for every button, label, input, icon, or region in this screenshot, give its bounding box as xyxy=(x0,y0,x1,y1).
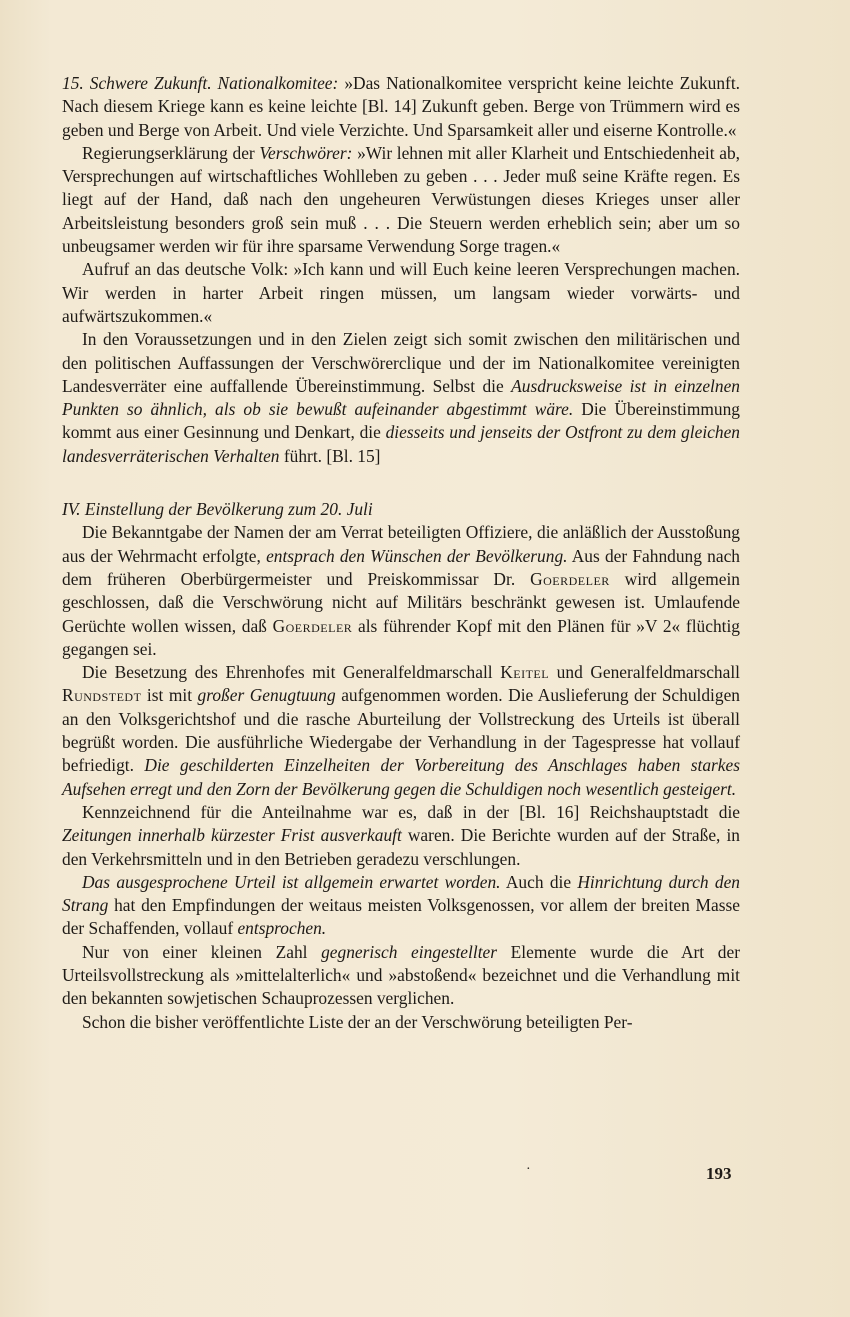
paragraph-urteil: Das ausgesprochene Urteil ist allgemein erwartet worden. Auch die Hinrichtung durch den Strang hat den Empfindungen der weitaus meisten Volksgenossen, vor allem der breiten Masse der Schaffenden, vollauf entsprochen. xyxy=(62,871,740,939)
paragraph-aufruf: Aufruf an das deutsche Volk: »Ich kann und will Euch keine leeren Versprechungen machen. Wir werden in harter Arbeit ringen müssen, um langsam wieder vorwärts- und aufwärtszukommen.« xyxy=(62,259,740,326)
body-text xyxy=(62,72,740,1034)
page-number: 193 xyxy=(706,1164,732,1183)
paragraph-15: 15. Schwere Zukunft. Nationalkomitee: »Das Nationalkomitee verspricht keine leichte Zukunft. Nach diesem Kriege kann es keine leichte [Bl. 14] Zukunft geben. Berge von Trümmern wird es geben und Berge von Arbeit. Und viele Verzichte. Und Sparsamkeit aller und eiserne Kontrolle.« xyxy=(62,73,741,140)
section-gap xyxy=(62,468,740,498)
section-heading: IV. Einstellung der Bevölkerung zum 20. Juli xyxy=(62,499,373,520)
section-lead: 15. Schwere Zukunft. Nationalkomitee: xyxy=(62,73,339,93)
paragraph-liste: Schon die bisher veröffentlichte Liste der an der Verschwörung beteiligten Per- xyxy=(82,1011,633,1032)
printer-dot: · xyxy=(526,1162,531,1177)
paragraph-regierungserklaerung: Regierungserklärung der Verschwörer: »Wir lehnen mit aller Klarheit und Entschiedenheit ab, Versprechungen auf wirtschaftliches Wohlleben zu geben . . . Jeder muß seine Kräfte regen. Es liegt auf der Hand, daß nach den ungeheuren Verwüstungen dieses Krieges unser aller Arbeitsleistung besonders groß sein muß . . . Die Steuern werden erheblich sein; aber um so unbeugsamer werden wir für ihre sparsame Verwendung Sorge tragen.« xyxy=(62,142,740,257)
paragraph-bekanntgabe: Die Bekanntgabe der Namen der am Verrat beteiligten Offiziere, die anläßlich der Ausstoßung aus der Wehrmacht erfolgte, entsprach den Wünschen der Bevölkerung. Aus der Fahndung nach dem früheren Oberbürgermeister und Preiskommissar Dr. Goerdeler wird allgemein geschlossen, daß die Verschwörung nicht auf Militärs beschränkt gewesen ist. Umlaufende Gerüchte wollen wissen, daß Goerdeler als führender Kopf mit den Plänen für »V 2« flüchtig gegangen sei. xyxy=(62,522,741,659)
paragraph-voraussetzungen: In den Voraussetzungen und in den Zielen zeigt sich somit zwischen den militärischen und den politischen Auffassungen der Verschwörerclique und der im Nationalkomitee vereinigten Landesverräter eine auffallende Übereinstimmung. Selbst die Ausdrucksweise ist in einzelnen Punkten so ähnlich, als ob sie bewußt aufeinander abgestimmt wäre. Die Übereinstimmung kommt aus einer Gesinnung und Denkart, die diesseits und jenseits der Ostfront zu dem gleichen landesverräterischen Verhalten führt. [Bl. 15] xyxy=(62,329,740,466)
paragraph-ehrenhof: Die Besetzung des Ehrenhofes mit Generalfeldmarschall Keitel und Generalfeldmarschall Rundstedt ist mit großer Genugtuung aufgenommen worden. Die Auslieferung der Schuldigen an den Volksgerichtshof und die rasche Aburteilung der Vollstreckung des Urteils ist überall begrüßt worden. Die ausführliche Wiedergabe der Verhandlung in der Tagespresse hat vollauf befriedigt. Die geschilderten Einzelheiten der Vorbereitung des Anschlages haben starkes Aufsehen erregt und den Zorn der Bevölkerung gegen die Schuldigen noch wesentlich gesteigert. xyxy=(62,662,741,799)
paragraph-kennzeichnend: Kennzeichnend für die Anteilnahme war es, daß in der [Bl. 16] Reichshauptstadt die Zeitungen innerhalb kürzester Frist ausverkauft waren. Die Berichte wurden auf der Straße, in den Verkehrsmitteln und in den Betrieben geradezu verschlungen. xyxy=(62,801,740,869)
paragraph-gegnerisch: Nur von einer kleinen Zahl gegnerisch eingestellter Elemente wurde die Art der Urteilsvollstreckung als »mittelalterlich« und »abstoßend« bezeichnet und die Verhandlung mit den bekannten sowjetischen Schauprozessen verglichen. xyxy=(62,941,740,1009)
